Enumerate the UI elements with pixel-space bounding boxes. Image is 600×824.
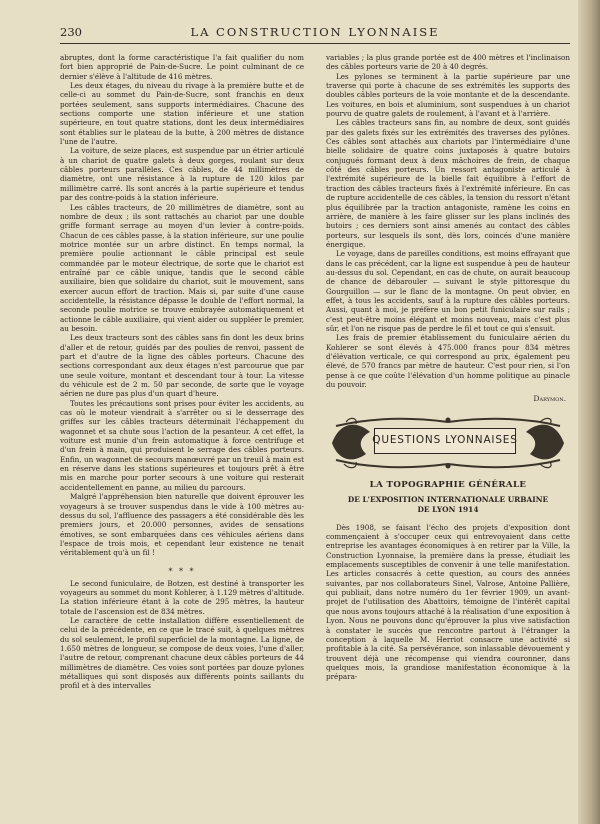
page-number: 230	[60, 25, 82, 39]
paragraph: Le second funiculaire, de Botzen, est destiné à transporter les voyageurs au sommet du mont Kohlerer, à 1.129 mètres d'altitude. La station inférieure étant à la cote de 295 mètres, la hauteur totale de l'ascension est de 834 mètres.	[60, 578, 305, 616]
paragraph: abruptes, dont la forme caractéristique l'a fait qualifier du nom fort bien approprié de Pain-de-Sucre. Le point culminant de ce dernier s'élève à l'altitude de 416 mètres.	[60, 53, 304, 81]
paragraph: La voiture, de seize places, est suspendue par un étrier articulé à un chariot de quatre galets à deux gorges, roulant sur deux câbles porteurs parallèles. Ces câbles, de 44 millimètres de diamètre, ont une résistance à la rupture de 120 kilos par millimètre carré. Ils sont ancrés à la partie supérieure et tendus par des contre-poids à la station inférieure.	[60, 146, 304, 203]
paragraph: variables ; la plus grande portée est de 400 mètres et l'inclinaison des câbles porteurs varie de 20 à 40 degrés.	[326, 53, 570, 72]
page-spine	[578, 0, 600, 824]
right-column	[326, 53, 570, 682]
paragraph: Les câbles tracteurs sans fin, au nombre de deux, sont guidés par des galets fixés sur les extrémités des traverses des pylônes. Ces câbles sont attachés aux chariots par l'intermédiaire d'une bielle solidaire de quatre coins juxtaposés à quatre butoirs conjugués formant deux à deux mâchoires de frein, de chaque côté des câbles porteurs. Un ressort antagoniste articulé à l'extrémité supérieure de la bielle fait équilibre à l'effort de traction des câbles tracteurs fixés à l'extrémité inférieure. En cas de rupture accidentelle de ces câbles, la tension du ressort n'étant plus équilibrée par la traction antagoniste, ramène les coins en arrière, de manière à les faire glisser sur les plans inclinés des butoirs ; ces derniers sont ainsi amenés au contact des câbles porteurs, sur lesquels ils sont, dès lors, coincés d'une manière énergique.	[326, 118, 570, 249]
paragraph: Toutes les précautions sont prises pour éviter les accidents, au cas où le moteur viendrait à s'arrêter ou si le desserrage des griffes sur les câbles tracteurs déterminait l'échappement du wagonnet et sa chute sous l'action de la pesanteur. A cet effet, la voiture est munie d'un frein automatique à force centrifuge et d'un frein à main, qui produisent le serrage des câbles porteurs. Enfin, un wagonnet de secours manœuvré par un treuil à main est en réserve dans les stations supérieures et toujours prêt à être mis en marche pour porter secours à une voiture qui resterait accidentellement en panne, au milieu du parcours.	[60, 398, 304, 492]
paragraph: Les deux étages, du niveau du rivage à la première butte et de celle-ci au sommet du Pain-de-Sucre, sont franchis en deux portées seulement, sans supports intermédiaires. Chacune des sections comporte une station inférieure et une station supérieure, en tout quatre stations, dont les deux intermédiaires sont établies sur le plateau de la butte, à 200 mètres de distance l'une de l'autre.	[60, 81, 304, 147]
paragraph: Le caractère de cette installation diffère essentiellement de celui de la précédente, en ce que le tracé suit, à quelques mètres du sol seulement, le profil superficiel de la montagne. La ligne, de 1.650 mètres de longueur, se compose de deux voies, l'une d'aller, l'autre de retour, comprenant chacune deux câbles porteurs de 44 millimètres de diamètre. Ces voies sont portées par douze pylones métalliques qui sont disposés aux différents points saillants du profil et à des intervalles	[60, 615, 304, 691]
banner-title-box	[374, 428, 516, 454]
section-separator: * * *	[168, 566, 196, 576]
left-column	[60, 53, 304, 691]
section-subtitle: DE LYON 1914	[417, 504, 479, 514]
paragraph: Dès 1908, se faisant l'écho des projets d'exposition dont commençaient à s'occuper ceux qui entrevoyaient dans cette entreprise les avantages économiques à en retirer par la Ville, la Construction Lyonnaise, la première dans la presse, étudiait les emplacements susceptibles de convenir à une telle manifestation. Les articles consacrés à cette question, au cours des années suivantes, par nos collaborateurs Sinel, Valrose, Antoine Pallière, qui publiait, dans notre numéro du 1er février 1909, un avant-projet de l'utilisation des Abattoirs, témoigne de l'intérêt capital que nous avons toujours attaché à la réalisation d'une exposition à Lyon. Nous ne pouvons donc qu'éprouver la plus vive satisfaction à constater le succès que rencontre partout à l'étranger la conception à laquelle M. Herriot consacre une activité si profitable à la cité. Sa persévérance, son inlassable dévouement y trouvent déjà une récompense qui viendra couronner, dans quelques mois, la grandiose manifestation économique à la prépara-	[326, 522, 570, 682]
section-subtitle: DE L'EXPOSITION INTERNATIONALE URBAINE	[347, 494, 549, 504]
author-signature: Darymon.	[533, 394, 566, 404]
section-banner	[326, 414, 570, 472]
paragraph: Les frais de premier établissement du funiculaire aérien du Kohlerer se sont élevés à 475.000 francs pour 834 mètres d'élévation verticale, ce qui correspond au prix, également peu élevé, de 570 francs par mètre de hauteur. C'est pour rien, si l'on pense à ce que coûte l'élévation d'un homme politique au pinacle du pouvoir.	[326, 333, 570, 390]
paragraph: Malgré l'appréhension bien naturelle que doivent éprouver les voyageurs à se trouver suspendus dans le vide à 100 mètres au-dessus du sol, l'affluence des passagers a été considérable dès les premiers jours, et 20.000 personnes, avides de sensations émotives, se sont embarquées dans ces véhicules aériens dans l'espace de trois mois, et cependant leur existence ne tenait véritablement qu'à un fil !	[60, 492, 304, 558]
section-title: LA TOPOGRAPHIE GÉNÉRALE	[369, 479, 527, 490]
page-header	[60, 25, 570, 41]
paragraph: Les deux tracteurs sont des câbles sans fin dont les deux brins d'aller et de retour, guidés par des poulies de renvoi, passent de part et d'autre de la ligne des câbles porteurs. Chacune des sections correspondant aux deux étages n'est parcourue que par une seule voiture, montant et descendant tour à tour. La vitesse du véhicule est de 2 m. 50 par seconde, de sorte que le voyage aérien ne dure pas plus d'un quart d'heure.	[60, 333, 304, 399]
paragraph: Les câbles tracteurs, de 20 millimètres de diamètre, sont au nombre de deux ; ils sont rattachés au chariot par une double griffe formant serrage au moyen d'un levier à contre-poids. Chacun de ces câbles passe, à la station inférieure, sur une poulie motrice montée sur un arbre distinct. En temps normal, la première poulie actionnant le câble principal est seule commandée par le moteur électrique, de sorte que le chariot est entraîné par ce câble unique, tandis que le second câble auxiliaire, bien que solidaire du chariot, suit le mouvement, sans exercer aucun effort de traction. Mais si, par suite d'une cause accidentelle, la résistance dépasse le double de l'effort normal, la seconde poulie motrice se trouve embrayée automatiquement et actionne le câble auxiliaire, qui vient aider ou suppléer le premier, au besoin.	[60, 202, 304, 333]
paragraph: Le voyage, dans de pareilles conditions, est moins effrayant que dans le cas précédent, car la ligne est suspendue à peu de hauteur au-dessus du sol. Cependant, en cas de chute, on aurait beaucoup de chance de débarouler — suivant le style pittoresque du Gourguillon — sur le flanc de la montagne. On peut obvier, en effet, à tous les accidents, sauf à la rupture des câbles porteurs. Aussi, quant à moi, je préfère un bon petit funiculaire sur rails ; c'est peut-être moins élégant et moins nouveau, mais c'est plus sûr, et l'on ne risque pas de perdre le fil et tout ce qui s'ensuit.	[326, 249, 570, 333]
running-title: LA CONSTRUCTION LYONNAISE	[190, 25, 440, 39]
header-rule	[60, 43, 570, 44]
paragraph: Les pylones se terminent à la partie supérieure par une traverse qui porte à chacune de ses extrémités les supports des doubles câbles porteurs de la voie montante et de la descendante. Les voitures, en bois et aluminium, sont suspendues à un chariot pourvu de quatre galets de roulement, à l'avant et à l'arrière.	[326, 71, 570, 119]
banner-title: QUESTIONS LYONNAISES	[372, 434, 518, 447]
